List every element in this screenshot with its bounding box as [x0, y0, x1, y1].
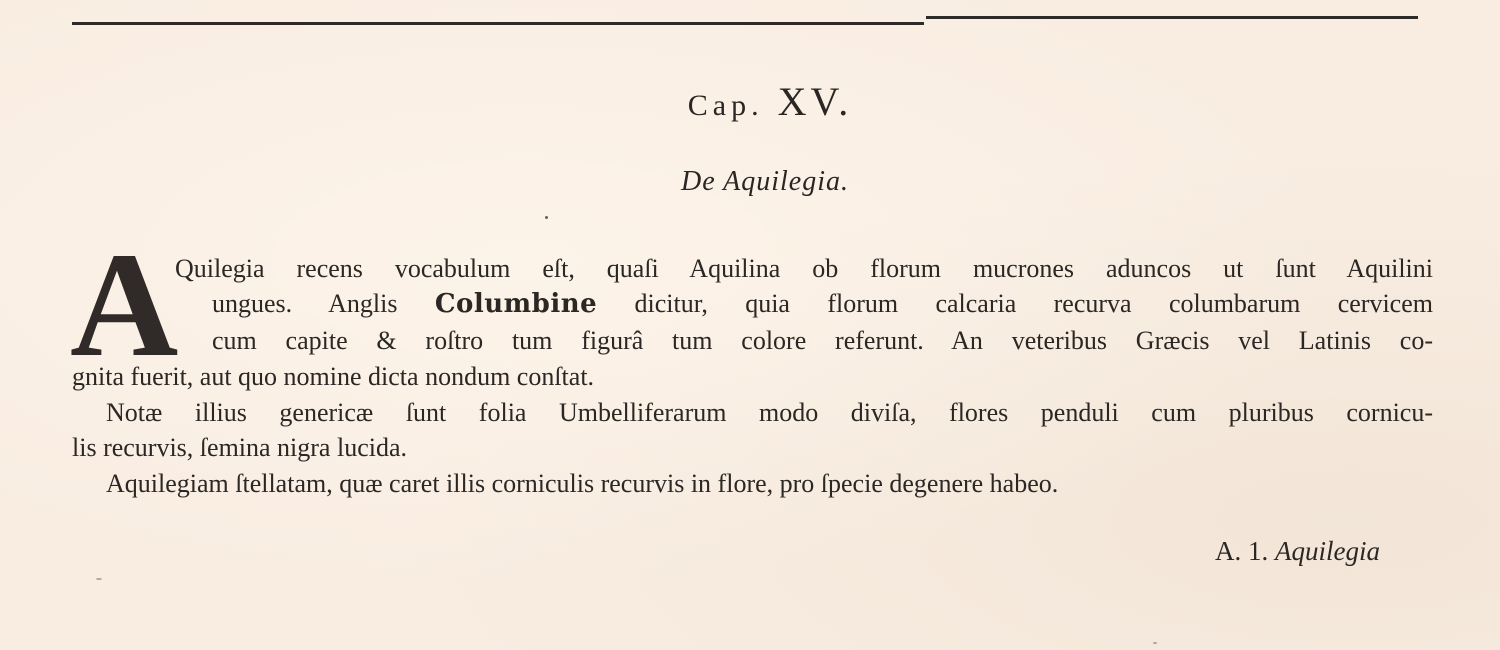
paragraph1-line2-start: ungues. Anglis — [212, 289, 435, 318]
paragraph2-line1: Notæ illius genericæ ſunt folia Umbelliferarum modo diviſa, flores penduli cum pluribus cornicu- — [106, 398, 1433, 427]
chapter-cap-label: Cap. — [687, 89, 764, 122]
catchword-prefix: A. 1. — [1215, 536, 1269, 566]
blackletter-word: Columbine — [434, 289, 598, 319]
paragraph2-line2: lis recurvis, ſemina nigra lucida. — [72, 433, 408, 462]
paper-speck — [1153, 642, 1157, 644]
chapter-subtitle — [0, 166, 1500, 198]
chapter-heading — [0, 78, 1500, 125]
catchword-word: Aquilegia — [1275, 536, 1380, 566]
subtitle-name: Aquilegia. — [723, 166, 850, 197]
paragraph1-line3: cum capite & roſtro tum figurâ tum colore referunt. An veteribus Græcis vel Latinis co- — [212, 326, 1433, 355]
paragraph1-line2-end: dicitur, quia florum calcaria recurva columbarum cervicem — [597, 289, 1433, 318]
header-rule-left — [72, 22, 924, 25]
paragraph1-line1: Quilegia recens vocabulum eſt, quaſi Aquilina ob florum mucrones aduncos ut ſunt Aquilini — [175, 254, 1433, 283]
paper-speck — [96, 578, 102, 580]
paragraph1-line4: gnita fuerit, aut quo nomine dicta nondum conſtat. — [72, 362, 595, 391]
header-rule-right — [926, 16, 1418, 19]
paper-speck — [545, 216, 548, 219]
paragraph3-line1: Aquilegiam ſtellatam, quæ caret illis corniculis recurvis in flore, pro ſpecie degenere habeo. — [106, 469, 1059, 498]
paragraph1-line2 — [212, 289, 1433, 319]
chapter-numeral: XV. — [777, 79, 853, 124]
catchword — [1215, 536, 1380, 567]
drop-capital: A — [70, 222, 179, 388]
subtitle-de: De — [680, 166, 716, 197]
